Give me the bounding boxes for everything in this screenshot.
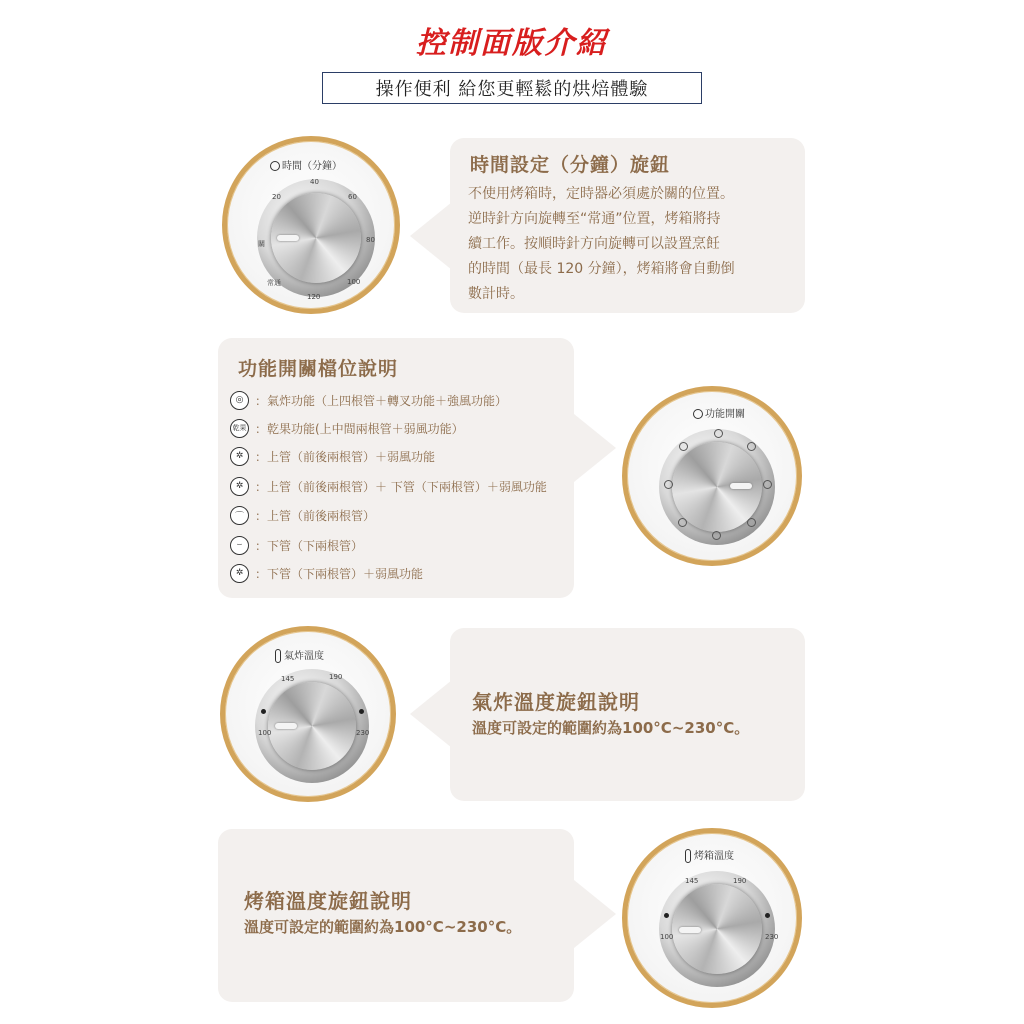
oven-tick: 230 bbox=[765, 933, 779, 941]
timer-text-line: 逆時針方向旋轉至“常通”位置，烤箱將持 bbox=[468, 211, 721, 227]
function-item-text: ：下管（下兩根管）＋弱風功能 bbox=[255, 566, 424, 581]
function-position-mark bbox=[747, 518, 756, 527]
airfry-tick: 100 bbox=[258, 729, 272, 737]
timer-heading: 時間設定（分鐘）旋鈕 bbox=[470, 154, 671, 176]
function-item-text: ：上管（前後兩根管） bbox=[255, 508, 376, 523]
timer-text bbox=[468, 182, 735, 307]
timer-tick: 常通 bbox=[267, 279, 281, 287]
thermometer-icon bbox=[275, 649, 281, 663]
function-item bbox=[230, 416, 464, 440]
oven-tick: 145 bbox=[685, 877, 699, 885]
clock-icon bbox=[270, 161, 280, 171]
timer-tick: 關 bbox=[258, 240, 265, 248]
oven-knob-pointer bbox=[679, 927, 701, 933]
timer-tick: 20 bbox=[272, 193, 281, 201]
timer-panel-label-text: 時間（分鐘） bbox=[282, 161, 342, 172]
timer-text-line: 數計時。 bbox=[468, 286, 524, 302]
function-position-mark bbox=[678, 518, 687, 527]
function-item bbox=[230, 561, 423, 585]
timer-text-line: 不使用烤箱時，定時器必須處於關的位置。 bbox=[468, 186, 734, 202]
oven-bubble-tail bbox=[574, 880, 616, 948]
oven-tick-mark bbox=[664, 913, 669, 918]
timer-tick: 100 bbox=[347, 278, 361, 286]
function-heading: 功能開關檔位說明 bbox=[238, 358, 399, 380]
function-description-box bbox=[218, 338, 574, 598]
airfry-tick: 190 bbox=[329, 673, 343, 681]
airfry-tick-mark bbox=[261, 709, 266, 714]
function-item-text: ：上管（前後兩根管）＋弱風功能 bbox=[255, 449, 436, 464]
dry-fruit-icon: 乾果 bbox=[230, 419, 249, 438]
oven-tick: 100 bbox=[660, 933, 674, 941]
function-item bbox=[230, 474, 547, 498]
function-item bbox=[230, 444, 435, 468]
airfry-panel-label bbox=[275, 647, 324, 663]
thermometer-icon bbox=[685, 849, 691, 863]
timer-text-line: 續工作。按順時針方向旋轉可以設置烹飪 bbox=[468, 236, 720, 252]
function-item-text: ：上管（前後兩根管）＋ 下管（下兩根管）＋弱風功能 bbox=[255, 479, 547, 494]
oven-heading: 烤箱溫度旋鈕說明 bbox=[244, 889, 412, 913]
timer-knob-panel bbox=[222, 136, 400, 314]
function-item bbox=[230, 503, 375, 527]
function-position-mark bbox=[763, 480, 772, 489]
oven-description-box bbox=[218, 829, 574, 1002]
bottom-fan-icon: ✲ bbox=[230, 564, 249, 583]
airfry-text: 溫度可設定的範圍約為100°C~230°C。 bbox=[472, 719, 750, 737]
timer-bubble-tail bbox=[410, 202, 452, 270]
oven-tick: 190 bbox=[733, 877, 747, 885]
airfry-description-box bbox=[450, 628, 805, 801]
function-position-mark bbox=[712, 531, 721, 540]
timer-text-line: 的時間（最長 120 分鐘），烤箱將會自動倒 bbox=[468, 261, 735, 277]
function-item-text: ：下管（下兩根管） bbox=[255, 538, 364, 553]
function-knob-pointer bbox=[730, 483, 752, 489]
function-item bbox=[230, 388, 507, 412]
top-heat-icon: ⌒ bbox=[230, 506, 249, 525]
oven-panel-label bbox=[685, 847, 734, 863]
function-position-mark bbox=[747, 442, 756, 451]
oven-tick-mark bbox=[765, 913, 770, 918]
function-position-mark bbox=[679, 442, 688, 451]
timer-knob-pointer bbox=[277, 235, 299, 241]
bottom-heat-icon: ⌣ bbox=[230, 536, 249, 555]
top-bottom-fan-icon: ✲ bbox=[230, 477, 249, 496]
timer-tick: 120 bbox=[307, 293, 321, 301]
function-panel-label-text: 功能開關 bbox=[705, 409, 745, 420]
power-icon bbox=[693, 409, 703, 419]
function-item bbox=[230, 533, 363, 557]
oven-panel-label-text: 烤箱溫度 bbox=[694, 851, 734, 862]
timer-panel-label bbox=[270, 157, 342, 172]
page-subtitle: 操作便利 給您更輕鬆的烘焙體驗 bbox=[322, 72, 702, 104]
oven-text: 溫度可設定的範圍約為100°C~230°C。 bbox=[244, 918, 522, 936]
timer-tick: 80 bbox=[366, 236, 375, 244]
oven-temp-knob-panel bbox=[622, 828, 802, 1008]
function-panel-label bbox=[693, 405, 745, 420]
airfry-knob-pointer bbox=[275, 723, 297, 729]
airfry-tick: 145 bbox=[281, 675, 295, 683]
page-title: 控制面版介紹 bbox=[416, 26, 608, 61]
function-bubble-tail bbox=[574, 414, 616, 482]
airfry-bubble-tail bbox=[410, 680, 452, 748]
function-position-mark bbox=[714, 429, 723, 438]
function-item-text: ：氣炸功能（上四根管＋轉叉功能＋強風功能） bbox=[255, 393, 508, 408]
function-knob-panel bbox=[622, 386, 802, 566]
airfry-heading: 氣炸溫度旋鈕說明 bbox=[472, 690, 640, 714]
air-fry-icon: ◎ bbox=[230, 391, 249, 410]
timer-tick: 60 bbox=[348, 193, 357, 201]
timer-tick: 40 bbox=[310, 178, 319, 186]
airfry-temp-knob-panel bbox=[220, 626, 396, 802]
airfry-tick: 230 bbox=[356, 729, 370, 737]
airfry-panel-label-text: 氣炸溫度 bbox=[284, 651, 324, 662]
function-position-mark bbox=[664, 480, 673, 489]
top-fan-icon: ✲ bbox=[230, 447, 249, 466]
timer-description-box bbox=[450, 138, 805, 313]
airfry-tick-mark bbox=[359, 709, 364, 714]
function-item-text: ：乾果功能(上中間兩根管＋弱風功能） bbox=[255, 421, 464, 436]
